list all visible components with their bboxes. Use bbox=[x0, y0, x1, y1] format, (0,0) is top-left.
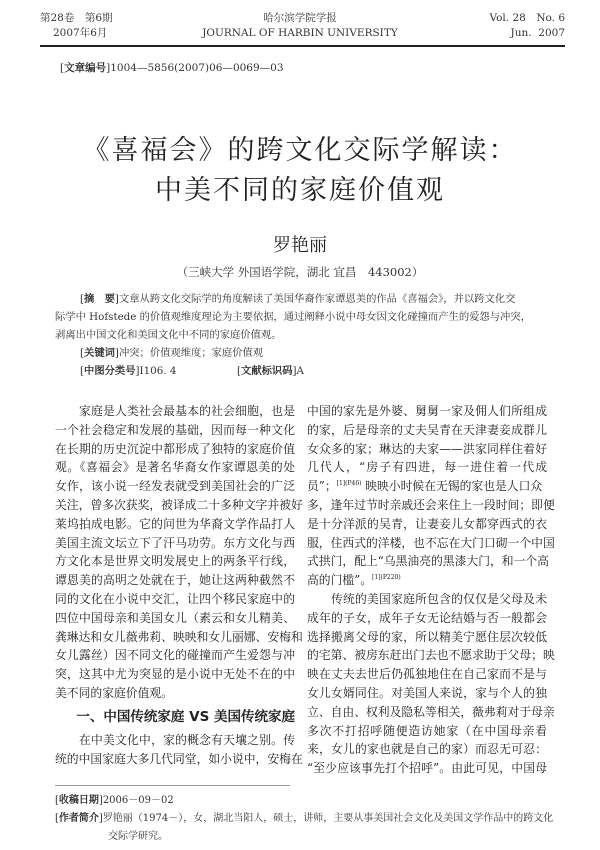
body-line: 女作，该小说一经发表就受到美国社会的广泛 bbox=[55, 479, 295, 494]
body-line bbox=[307, 571, 547, 590]
body-line: 女儿露丝）因不同文化的碰撞而产生爱怨与冲 bbox=[55, 648, 295, 663]
body-line: 中国的家先是外婆、舅舅一家及佣人们所组成 bbox=[307, 404, 547, 418]
journal-name-cn: 哈尔滨学院学报 bbox=[263, 12, 337, 24]
abstract: [摘 要]文章从跨文化交际学的角度解读了美国华裔作家谭恩美的作品《喜福会》，并以跨文化交 际学中 Hofstede 的价值观维度理论为主要依据，通过阐释小说中母女因文化碰撞而产生的爱怨与冲突， 剥离出中国文化和美国文化中不同的家庭价值观。 [关键词]冲突；价值观维度；家庭价值观 [中图分类号]I106. 4 [文献标识码]A bbox=[55, 290, 565, 380]
body-line: 式拱门，配上“乌黑油亮的黑漆大门，和一个高 bbox=[307, 554, 549, 569]
left-column bbox=[55, 402, 303, 768]
classification-label: 中图分类号 bbox=[84, 365, 136, 377]
bio-line: 罗艳丽（1974－），女，湖北当阳人，硕士，讲师，主要从事美国社会文化及美国文学作品中的跨文化 bbox=[102, 813, 554, 824]
keywords-label: 关键词 bbox=[84, 347, 115, 359]
body-text: 员”； bbox=[307, 479, 337, 494]
section-heading: 一、中国传统家庭 VS 美国传统家庭 bbox=[76, 708, 295, 725]
date-en: Jun. 2007 bbox=[510, 27, 565, 39]
body-line: 同的文化在小说中交汇，让四个移民家庭中的 bbox=[55, 591, 295, 606]
body-line: 的家，后是母亲的丈夫吴青在天津妻妾成群儿 bbox=[307, 422, 547, 437]
affiliation: （三峡大学 外国语学院，湖北 宜昌 443002） bbox=[176, 265, 424, 279]
bio-line: 交际学研究。 bbox=[108, 831, 168, 842]
body-line: “至少应该事先打个招呼”。由此可见，中国母 bbox=[307, 761, 547, 776]
body-line: 多次不打招呼随便造访她家（在中国母亲看 bbox=[307, 723, 547, 738]
article-id-value: 1004—5856(2007)06—0069—03 bbox=[110, 62, 284, 74]
abstract-label: 摘 要 bbox=[84, 293, 115, 305]
bio-label: 作者简介 bbox=[58, 813, 99, 824]
article-id: [文章编号]1004—5856(2007)06—0069—03 bbox=[60, 62, 284, 74]
body-line: 女儿女婿同住。对美国人来说，家与个人的独 bbox=[307, 685, 547, 700]
body-text: 高的门槛”。 bbox=[307, 573, 373, 588]
body-line: 家庭是人类社会最基本的社会细胞，也是 bbox=[79, 404, 295, 418]
citation: [1](P220) bbox=[372, 574, 401, 582]
body-line: 多，逢年过节时亲戚还会来住上一段时间；即便 bbox=[307, 497, 555, 512]
received-label: 收稿日期 bbox=[58, 795, 99, 806]
body-line: 突，这其中尤为突显的是小说中无处不在的中 bbox=[55, 667, 295, 682]
right-column bbox=[307, 402, 555, 778]
body-line bbox=[307, 477, 547, 496]
body-line: 服，住西式的洋楼，也不忘在大门口砌一个中国 bbox=[307, 535, 555, 550]
body-line: 美国主流文坛立下了汗马功劳。东方文化与西 bbox=[55, 535, 295, 550]
received-date: [收稿日期]2006－09－02 bbox=[55, 795, 174, 806]
body-line: 谭恩美的高明之处就在于，她让这两种截然不 bbox=[55, 573, 295, 588]
author-bio: [作者简介]罗艳丽（1974－），女，湖北当阳人，硕士，讲师，主要从事美国社会文化及美国文学作品中的跨文化 bbox=[55, 813, 554, 824]
vol-no-en: Vol. 28 No. 6 bbox=[489, 12, 565, 24]
body-line: 是十分洋派的吴青，让妻妾儿女都穿西式的衣 bbox=[307, 516, 547, 531]
body-line: 美不同的家庭价值观。 bbox=[55, 685, 173, 700]
abstract-line: 文章从跨文化交际学的角度解读了美国华裔作家谭恩美的作品《喜福会》，并以跨文化交 bbox=[118, 293, 516, 305]
abstract-line: 剥离出中国文化和美国文化中不同的家庭价值观。 bbox=[55, 329, 282, 341]
header-rule bbox=[40, 45, 565, 47]
body-line: 莱坞拍成电影。它的问世为华裔文学作品打人 bbox=[55, 516, 295, 531]
title-line-2: 中美不同的家庭价值观 bbox=[155, 175, 445, 206]
title-line-1: 《喜福会》的跨文化交际学解读： bbox=[82, 135, 518, 166]
journal-name-en: JOURNAL OF HARBIN UNIVERSITY bbox=[202, 27, 398, 39]
body-line: 统的中国家庭大多几代同堂，如小说中，安梅在 bbox=[55, 751, 303, 766]
body-line: 一个社会稳定和发展的基础，因而每一种文化 bbox=[55, 422, 295, 437]
body-line: 的宅第、被房东赶出门去也不愿求助于父母；映 bbox=[307, 648, 555, 663]
body-line: 女众多的家；琳达的夫家——洪家同样住着好 bbox=[307, 441, 547, 456]
author-name: 罗艳丽 bbox=[273, 235, 327, 256]
abstract-line: 际学中 Hofstede 的价值观维度理论为主要依据，通过阐释小说中母女因文化碰撞而产生的爱怨与冲突， bbox=[55, 311, 531, 323]
classification-value: I106. 4 bbox=[139, 365, 177, 377]
body-line: 观。《喜福会》是著名华裔女作家谭恩美的处 bbox=[55, 460, 295, 475]
keywords-value: 冲突；价值观维度；家庭价值观 bbox=[118, 347, 264, 359]
body-line: 选择搬离父母的家，所以精美宁愿住层次较低 bbox=[307, 629, 547, 644]
article-id-label: 文章编号 bbox=[64, 62, 107, 74]
body-line: 成年的子女，成年子女无论结婚与否一般都会 bbox=[307, 610, 547, 625]
body-line: 四位中国母亲和美国女儿（素云和女儿精美、 bbox=[55, 610, 295, 625]
body-line: 来，女儿的家也就是自己的家）而忍无可忍： bbox=[307, 742, 547, 757]
body-text: 映映小时候在无锡的家也是人口众 bbox=[365, 479, 543, 494]
body-line: 在中美文化中，家的概念有天壤之别。传 bbox=[79, 732, 295, 747]
citation: [1](P46) bbox=[336, 480, 362, 488]
date-cn: 2007年6月 bbox=[53, 27, 108, 39]
body-line: 映在丈夫去世后仍孤独地住在自己家而不是与 bbox=[307, 667, 547, 682]
footnote-rule bbox=[55, 785, 290, 786]
body-line: 几代人，“房子有四进，每一进住着一代成 bbox=[307, 460, 547, 475]
body-line: 立、自由、权利及隐私等相关，薇弗莉对于母亲 bbox=[307, 704, 555, 719]
body-line: 关注，曾多次获奖，被译成二十多种文字并被好 bbox=[55, 497, 303, 512]
body-line: 传统的美国家庭所包含的仅仅是父母及未 bbox=[331, 591, 547, 606]
doc-code-label: 文献标识码 bbox=[241, 365, 293, 377]
received-value: 2006－09－02 bbox=[102, 795, 174, 806]
doc-code-value: A bbox=[296, 365, 304, 377]
body-line: 在长期的历史沉淀中都形成了独特的家庭价值 bbox=[55, 441, 295, 456]
body-line: 方文化本是世界文明发展史上的两条平行线， bbox=[55, 554, 295, 569]
volume-issue: 第28卷 第6期 bbox=[40, 12, 113, 24]
body-line: 龚琳达和女儿薇弗莉、映映和女儿丽娜、安梅和 bbox=[55, 629, 303, 644]
